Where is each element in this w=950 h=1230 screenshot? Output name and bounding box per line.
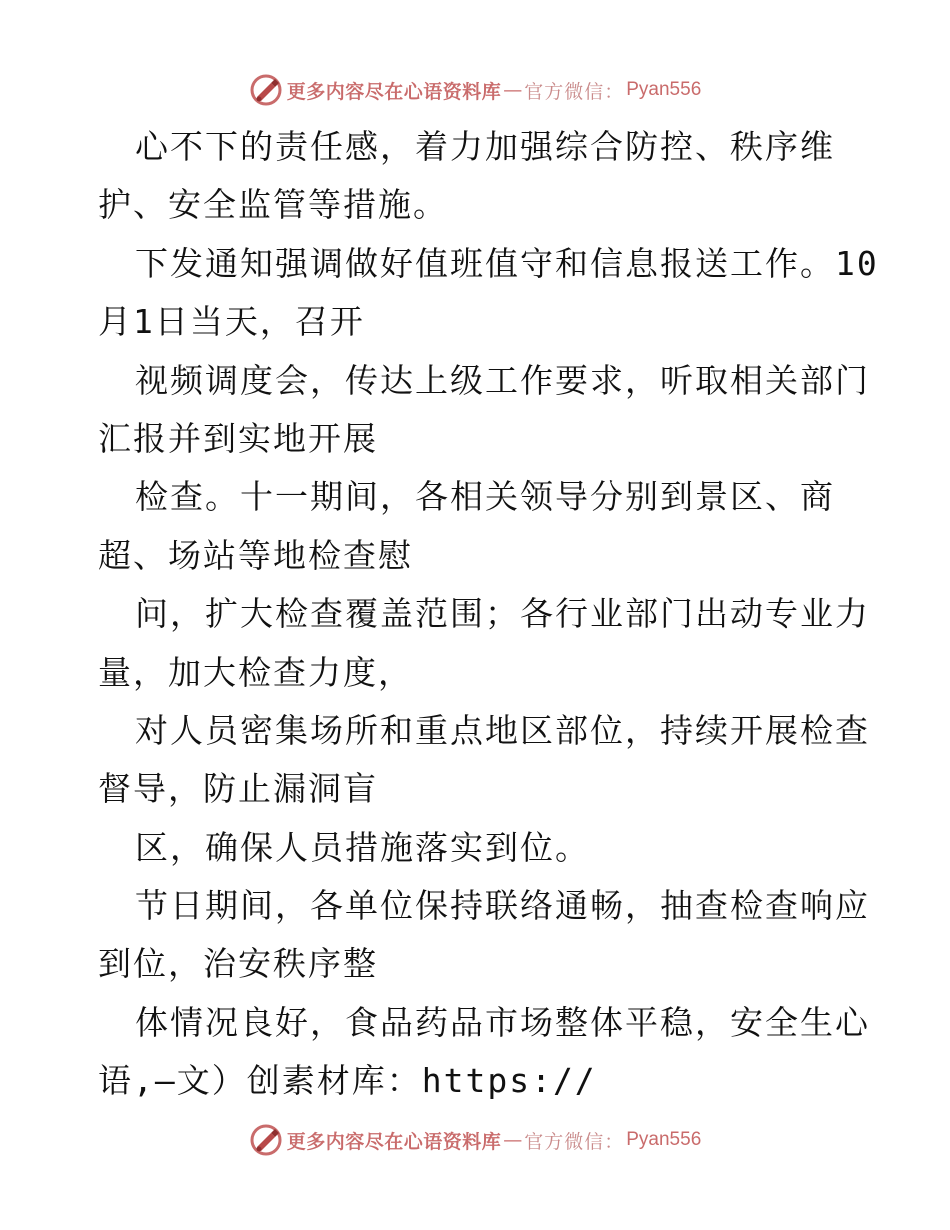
banner-official-label: 官方微信： — [524, 80, 625, 103]
body-line: 月1日当天，召开 — [98, 302, 365, 342]
banner-separator: — — [503, 79, 523, 101]
body-line: 下发通知强调做好值班值守和信息报送工作。10 — [135, 243, 879, 283]
banner-separator: — — [503, 1129, 523, 1151]
body-line: 节日期间，各单位保持联络通畅，抽查检查响应 — [135, 886, 870, 926]
body-line: 问，扩大检查覆盖范围；各行业部门出动专业力 — [135, 594, 870, 634]
brand-logo-icon — [249, 1123, 283, 1157]
banner-wechat-id: Pyan556 — [626, 79, 702, 100]
header-banner — [0, 70, 950, 110]
banner-brand-text: 更多内容尽在心语资料库 — [286, 80, 502, 103]
body-line: 量，加大检查力度， — [98, 652, 413, 692]
banner-brand-text: 更多内容尽在心语资料库 — [286, 1130, 502, 1153]
body-line: 超、场站等地检查慰 — [98, 535, 413, 575]
body-line: 汇报并到实地开展 — [98, 418, 378, 458]
body-line: 督导，防止漏洞盲 — [98, 769, 378, 809]
document-body — [98, 118, 879, 1111]
body-line: 体情况良好，食品药品市场整体平稳，安全生心 — [135, 1002, 870, 1042]
brand-logo-icon — [249, 73, 283, 107]
footer-banner — [0, 1120, 950, 1160]
body-line: 视频调度会，传达上级工作要求，听取相关部门 — [135, 360, 870, 400]
banner-wechat-id: Pyan556 — [626, 1129, 702, 1150]
banner-official-label: 官方微信： — [524, 1130, 625, 1153]
body-line: 检查。十一期间，各相关领导分别到景区、商 — [135, 477, 835, 517]
body-line: 区，确保人员措施落实到位。 — [135, 827, 590, 867]
body-line: 语,—文）创素材库：https:// — [98, 1061, 597, 1101]
body-line: 对人员密集场所和重点地区部位，持续开展检查 — [135, 710, 870, 750]
body-line: 护、安全监管等措施。 — [98, 185, 448, 225]
body-line: 心不下的责任感，着力加强综合防控、秩序维 — [135, 127, 835, 166]
body-line: 到位，治安秩序整 — [98, 944, 378, 984]
